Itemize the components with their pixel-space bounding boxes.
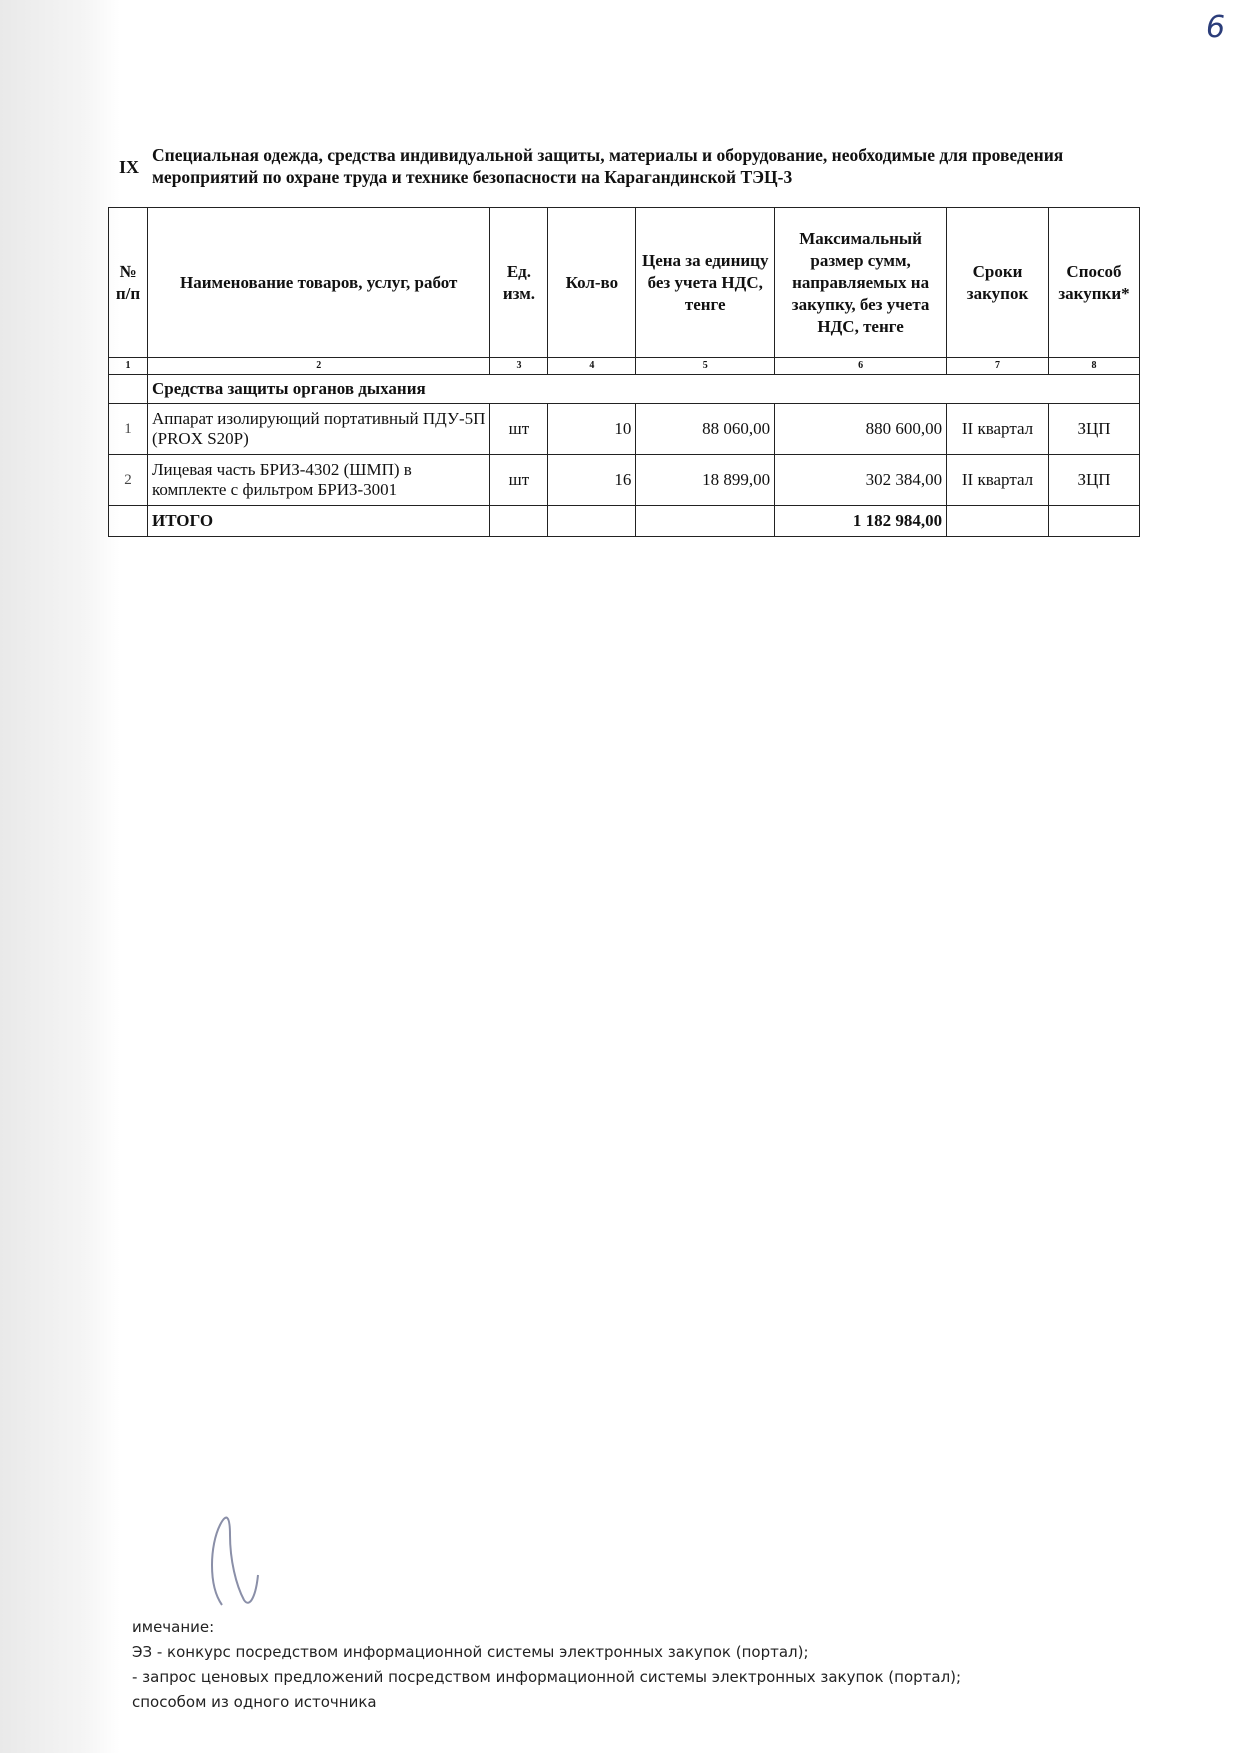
total-empty-cell	[109, 506, 148, 537]
row-item-name: Лицевая часть БРИЗ-4302 (ШМП) в комплекте с фильтром БРИЗ-3001	[147, 455, 490, 506]
row-number: 1	[109, 404, 148, 455]
notes-heading: имечание:	[132, 1618, 215, 1636]
section-title: Специальная одежда, средства индивидуальной защиты, материалы и оборудование, необходимые для проведения мероприятий по охране труда и технике безопасности на Карагандинской ТЭЦ-3	[152, 145, 1064, 187]
row-method: ЗЦП	[1048, 404, 1139, 455]
page-number: 6	[1206, 10, 1226, 45]
total-empty-cell	[490, 506, 548, 537]
total-empty-cell	[947, 506, 1049, 537]
total-empty-cell	[1048, 506, 1139, 537]
total-row	[109, 506, 1140, 537]
note-line: - запрос ценовых предложений посредством информационной системы электронных закупок (портал);	[132, 1668, 962, 1686]
category-row	[109, 375, 1140, 404]
header-cell-name: Наименование товаров, услуг, работ	[147, 208, 490, 358]
total-empty-cell	[548, 506, 636, 537]
note-line: способом из одного источника	[132, 1693, 377, 1711]
row-unit: шт	[490, 455, 548, 506]
row-method: ЗЦП	[1048, 455, 1139, 506]
column-index: 3	[490, 358, 548, 375]
total-label: ИТОГО	[147, 506, 490, 537]
total-empty-cell	[636, 506, 775, 537]
column-index: 2	[147, 358, 490, 375]
column-index: 7	[947, 358, 1049, 375]
row-item-name: Аппарат изолирующий портативный ПДУ-5П (PROX S20P)	[147, 404, 490, 455]
header-cell-num: № п/п	[109, 208, 148, 358]
note-line: ЭЗ - конкурс посредством информационной системы электронных закупок (портал);	[132, 1643, 809, 1661]
category-empty-cell	[109, 375, 148, 404]
table-row	[109, 455, 1140, 506]
header-cell-qty: Кол-во	[548, 208, 636, 358]
row-quantity: 10	[548, 404, 636, 455]
row-unit-price: 88 060,00	[636, 404, 775, 455]
row-total-amount: 880 600,00	[775, 404, 947, 455]
category-label: Средства защиты органов дыхания	[147, 375, 1139, 404]
column-index: 8	[1048, 358, 1139, 375]
column-index-row	[109, 358, 1140, 375]
row-quantity: 16	[548, 455, 636, 506]
row-total-amount: 302 384,00	[775, 455, 947, 506]
scan-shadow	[0, 0, 120, 1753]
table-header-row	[109, 208, 1140, 358]
column-index: 1	[109, 358, 148, 375]
total-value: 1 182 984,00	[775, 506, 947, 537]
column-index: 4	[548, 358, 636, 375]
procurement-table	[108, 207, 1140, 537]
row-period: II квартал	[947, 455, 1049, 506]
row-unit-price: 18 899,00	[636, 455, 775, 506]
header-cell-price: Цена за единицу без учета НДС, тенге	[636, 208, 775, 358]
column-index: 5	[636, 358, 775, 375]
header-cell-period: Сроки закупок	[947, 208, 1049, 358]
header-cell-method: Способ закупки*	[1048, 208, 1139, 358]
notes-block	[132, 1615, 961, 1715]
header-cell-total: Максимальный размер сумм, направляемых на закупку, без учета НДС, тенге	[775, 208, 947, 358]
section-number: IX	[119, 157, 140, 177]
row-period: II квартал	[947, 404, 1049, 455]
row-number: 2	[109, 455, 148, 506]
table-row	[109, 404, 1140, 455]
header-cell-unit: Ед. изм.	[490, 208, 548, 358]
signature-mark	[200, 1505, 270, 1615]
row-unit: шт	[490, 404, 548, 455]
column-index: 6	[775, 358, 947, 375]
